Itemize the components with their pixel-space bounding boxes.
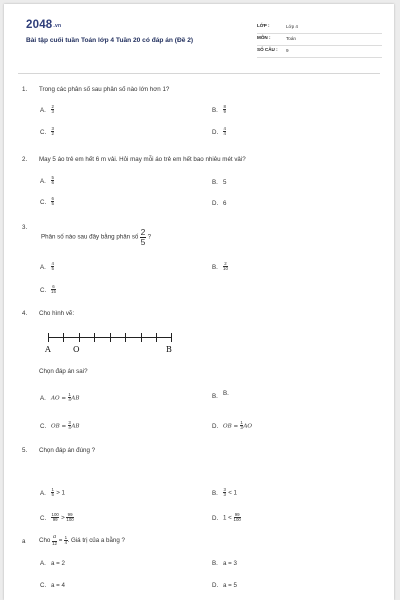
site-logo[interactable]: 2048.vn	[26, 19, 62, 31]
tick	[110, 333, 111, 342]
q4-option-b[interactable]: B. B.	[212, 390, 229, 400]
worksheet-page: 2048.vn Bài tập cuối tuần Toán lớp 4 Tuần 20 có đáp án (Đề 2) LỚP : Lớp 4 MÔN : Toán SỐ CÂU : 9 1. Trong các phân số sau phân số nào lớn hơn 1? A. $\frac{2}{3}$ B. $\frac{8}{9}$ C. $\frac{3}{2}$ D. $\frac{4}{4}$ 2. May 5 áo trẻ em hết 6 m vải. Hỏi may mỗi áo trẻ em hết bao nhiêu mét vải? A. $\frac{5}{6}$ B. 5 C. $\frac{6}{5}$ D. 6 3. Phân số nào sau đây bằng phân số $\frac{2}{5}$ ? A. $\frac{4}{5}$ B. $\frac{2}{10}$ C. $\frac{6}{15}$ 4. Cho hình vẽ: A O B Chọn đáp án sai? A. AO = $\frac{1}{4}$ AB B. B. C. OB = $\frac{3}{4}$ AB D. OB = $\frac{1}{3}$ AO 5. Chọn đáp án đúng ? A. $\frac{1}{5}$ > 1 B. $\frac{3}{3}$ < 1 C. $\frac{100}{99}$ > $\frac{99}{100}$ D. 1 < $\frac{99}{100}$ a Cho $\frac{a}{12}$ = $\frac{1}{4}$ . Giá trị của a bằng ? A. a = 2 B. a = 3 C. a = 4 D. a = 5	[4, 4, 394, 600]
tick	[171, 333, 172, 342]
q6-option-d[interactable]: D. a = 5	[212, 582, 237, 589]
tick	[141, 333, 142, 342]
point-a-label: A	[45, 345, 51, 354]
tick	[79, 333, 80, 342]
meta-row-subject: MÔN : Toán	[257, 34, 382, 46]
q4-prompt: Chọn đáp án sai?	[39, 368, 88, 375]
meta-row-class: LỚP : Lớp 4	[257, 22, 382, 34]
q1-option-b[interactable]: B. $\frac{8}{9}$	[212, 104, 226, 115]
q3-option-b[interactable]: B. $\frac{2}{10}$	[212, 261, 228, 272]
number-line-figure	[45, 333, 182, 354]
point-o-label: O	[73, 345, 80, 354]
q3-option-a[interactable]: A. $\frac{4}{5}$	[40, 261, 54, 272]
q1-option-a[interactable]: A. $\frac{2}{3}$	[40, 104, 54, 115]
q6-option-b[interactable]: B. a = 3	[212, 560, 237, 567]
q2-option-b[interactable]: B. 5	[212, 179, 227, 186]
q5-option-a[interactable]: A. $\frac{1}{5}$ > 1	[40, 487, 65, 498]
q5-option-b[interactable]: B. $\frac{3}{3}$ < 1	[212, 487, 237, 498]
q1-option-c[interactable]: C. $\frac{3}{2}$	[40, 126, 54, 137]
header	[18, 16, 380, 74]
q3-fraction: $\frac{2}{5}$	[140, 227, 146, 247]
divider	[18, 73, 380, 74]
meta-row-count: SỐ CÂU : 9	[257, 46, 382, 58]
q5-option-c[interactable]: C. $\frac{100}{99}$ > $\frac{99}{100}$	[40, 512, 74, 523]
q4-option-a[interactable]: A. AO = $\frac{1}{4}$ AB	[40, 392, 80, 403]
tick	[63, 333, 64, 342]
tick	[94, 333, 95, 342]
q6-option-a[interactable]: A. a = 2	[40, 560, 65, 567]
q4-option-d[interactable]: D. OB = $\frac{1}{3}$ AO	[212, 420, 252, 431]
q5-option-d[interactable]: D. 1 < $\frac{99}{100}$	[212, 512, 241, 523]
q2-option-a[interactable]: A. $\frac{5}{6}$	[40, 175, 54, 186]
q3-text: Phân số nào sau đây bằng phân số $\frac{2}{5}$ ?	[41, 227, 152, 247]
q4-option-c[interactable]: C. OB = $\frac{3}{4}$ AB	[40, 420, 80, 431]
q3-option-c[interactable]: C. $\frac{6}{15}$	[40, 284, 56, 295]
meta-panel	[257, 22, 382, 58]
tick	[156, 333, 157, 342]
tick	[48, 333, 49, 342]
document-title: Bài tập cuối tuần Toán lớp 4 Tuần 20 có đáp án (Đề 2)	[26, 37, 194, 44]
q2-option-c[interactable]: C. $\frac{6}{5}$	[40, 196, 54, 207]
q6-option-c[interactable]: C. a = 4	[40, 582, 65, 589]
point-b-label: B	[166, 345, 172, 354]
q2-option-d[interactable]: D. 6	[212, 200, 227, 207]
q6-text: Cho $\frac{a}{12}$ = $\frac{1}{4}$ . Giá trị của a bằng ?	[39, 534, 125, 546]
tick	[125, 333, 126, 342]
q1-option-d[interactable]: D. $\frac{4}{4}$	[212, 126, 226, 137]
